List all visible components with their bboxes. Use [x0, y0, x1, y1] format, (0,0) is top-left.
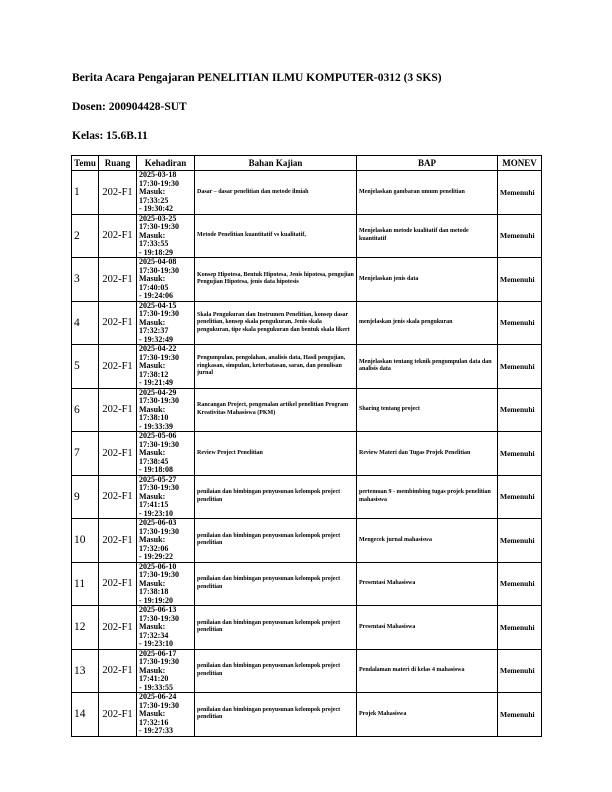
class-line: Kelas: 15.6B.11	[72, 130, 148, 142]
cell-bahan-kajian: penilaian dan bimbingan penyusunan kelompok project penelitian	[195, 475, 357, 519]
cell-temu: 10	[72, 519, 99, 563]
cell-kehadiran: 2025-05-27 17:30-19:30 Masuk: 17:41:15 - 19:23:10	[137, 475, 195, 519]
cell-bahan-kajian: Pengumpulan, pengolahan, analisis data, Hasil pengujian, ringkasan, simpulan, keterbatasan, saran, dan penulisan jurnal	[195, 345, 357, 389]
cell-temu: 14	[72, 693, 99, 737]
cell-bahan-kajian: penilaian dan bimbingan penyusunan kelompok project penelitian	[195, 562, 357, 606]
table-row	[72, 475, 542, 519]
column-header-monev: MONEV	[498, 156, 542, 171]
cell-ruang: 202-F1	[99, 606, 137, 650]
table-row	[72, 432, 542, 476]
cell-temu: 12	[72, 606, 99, 650]
cell-temu: 5	[72, 345, 99, 389]
cell-kehadiran: 2025-03-25 17:30-19:30 Masuk: 17:33:55 - 19:18:29	[137, 214, 195, 258]
cell-bap: Mengecek jurnal mahasiswa	[357, 519, 498, 563]
table-row	[72, 345, 542, 389]
cell-ruang: 202-F1	[99, 345, 137, 389]
cell-monev: Memenuhi	[498, 432, 542, 476]
cell-ruang: 202-F1	[99, 388, 137, 432]
cell-bahan-kajian: penilaian dan bimbingan penyusunan kelompok project penelitian	[195, 693, 357, 737]
table-row	[72, 562, 542, 606]
cell-bahan-kajian: Review Project Penelitian	[195, 432, 357, 476]
cell-temu: 3	[72, 258, 99, 302]
cell-bap: Sharing tentang project	[357, 388, 498, 432]
cell-kehadiran: 2025-06-24 17:30-19:30 Masuk: 17:32:16 - 19:27:33	[137, 693, 195, 737]
cell-monev: Memenuhi	[498, 214, 542, 258]
column-header-ruang: Ruang	[99, 156, 137, 171]
cell-temu: 6	[72, 388, 99, 432]
cell-monev: Memenuhi	[498, 649, 542, 693]
cell-bahan-kajian: Rancangan Project, pengenalan artikel penelitian Program Kreativitas Mahasiswa (PKM)	[195, 388, 357, 432]
cell-kehadiran: 2025-04-15 17:30-19:30 Masuk: 17:32:37 - 19:32:49	[137, 301, 195, 345]
table-header-row	[72, 156, 542, 171]
cell-ruang: 202-F1	[99, 432, 137, 476]
cell-temu: 11	[72, 562, 99, 606]
cell-temu: 1	[72, 171, 99, 215]
cell-ruang: 202-F1	[99, 649, 137, 693]
cell-monev: Memenuhi	[498, 171, 542, 215]
table-row	[72, 388, 542, 432]
cell-temu: 2	[72, 214, 99, 258]
cell-bap: Menjelaskan jenis data	[357, 258, 498, 302]
cell-bap: Review Materi dan Tugas Projek Penelitian	[357, 432, 498, 476]
column-header-bap: BAP	[357, 156, 498, 171]
column-header-kehadiran: Kehadiran	[137, 156, 195, 171]
table-row	[72, 301, 542, 345]
cell-ruang: 202-F1	[99, 562, 137, 606]
cell-kehadiran: 2025-04-29 17:30-19:30 Masuk: 17:38:10 - 19:33:39	[137, 388, 195, 432]
cell-bap: menjelaskan jenis skala pengukuran	[357, 301, 498, 345]
cell-ruang: 202-F1	[99, 258, 137, 302]
cell-monev: Memenuhi	[498, 606, 542, 650]
cell-bahan-kajian: Konsep Hipotesa, Bentuk Hipotesa, Jenis hipotesa, pengujian Pengujian Hipotesa, jenis data hipotesis	[195, 258, 357, 302]
column-header-bahan-kajian: Bahan Kajian	[195, 156, 357, 171]
cell-kehadiran: 2025-06-03 17:30-19:30 Masuk: 17:32:06 - 19:29:22	[137, 519, 195, 563]
cell-temu: 7	[72, 432, 99, 476]
table-row	[72, 649, 542, 693]
cell-ruang: 202-F1	[99, 171, 137, 215]
cell-bahan-kajian: Metode Penelitian kuantitatif vs kualitatif,	[195, 214, 357, 258]
table-row	[72, 258, 542, 302]
cell-bap: pertemuan 9 - membimbing tugas projek penelitian mahasiswa	[357, 475, 498, 519]
cell-bahan-kajian: Dasar – dasar penelitian dan metode ilmiah	[195, 171, 357, 215]
lecturer-line: Dosen: 200904428-SUT	[72, 101, 187, 113]
cell-bap: Menjelaskan gambaran umum penelitian	[357, 171, 498, 215]
cell-ruang: 202-F1	[99, 214, 137, 258]
cell-bap: Pendalaman materi di kelas 4 mahasiswa	[357, 649, 498, 693]
cell-bahan-kajian: penilaian dan bimbingan penyusunan kelompok project penelitian	[195, 606, 357, 650]
cell-ruang: 202-F1	[99, 475, 137, 519]
cell-bap: Presentasi Mahasiswa	[357, 562, 498, 606]
cell-kehadiran: 2025-06-10 17:30-19:30 Masuk: 17:38:18 - 19:19:20	[137, 562, 195, 606]
cell-bahan-kajian: Skala Pengukuran dan Instrumen Penelitian, konsep dasar penelitian, konsep skala pengukuran, Jenis skala pengukuran, tipe skala pengukuran dan bentuk skala likert	[195, 301, 357, 345]
cell-monev: Memenuhi	[498, 345, 542, 389]
cell-bap: Projek Mahasiswa	[357, 693, 498, 737]
cell-kehadiran: 2025-06-13 17:30-19:30 Masuk: 17:32:34 - 19:23:10	[137, 606, 195, 650]
cell-monev: Memenuhi	[498, 519, 542, 563]
cell-monev: Memenuhi	[498, 258, 542, 302]
table-row	[72, 171, 542, 215]
cell-ruang: 202-F1	[99, 519, 137, 563]
table-row	[72, 214, 542, 258]
column-header-temu: Temu	[72, 156, 99, 171]
cell-monev: Memenuhi	[498, 388, 542, 432]
cell-kehadiran: 2025-06-17 17:30-19:30 Masuk: 17:41:20 - 19:33:55	[137, 649, 195, 693]
cell-monev: Memenuhi	[498, 475, 542, 519]
cell-monev: Memenuhi	[498, 562, 542, 606]
cell-ruang: 202-F1	[99, 301, 137, 345]
cell-bap: Menjelaskan tentang teknik pengumpulan data dan analisis data	[357, 345, 498, 389]
teaching-record-table	[71, 155, 542, 737]
cell-monev: Memenuhi	[498, 693, 542, 737]
table-row	[72, 519, 542, 563]
document-title: Berita Acara Pengajaran PENELITIAN ILMU KOMPUTER-0312 (3 SKS)	[72, 72, 442, 84]
cell-kehadiran: 2025-03-18 17:30-19:30 Masuk: 17:33:25 - 19:30:42	[137, 171, 195, 215]
table-row	[72, 693, 542, 737]
cell-kehadiran: 2025-04-08 17:30-19:30 Masuk: 17:40:05 - 19:24:06	[137, 258, 195, 302]
cell-bap: Menjelaskan metode kualitatif dan metode kuantitatif	[357, 214, 498, 258]
cell-ruang: 202-F1	[99, 693, 137, 737]
cell-kehadiran: 2025-04-22 17:30-19:30 Masuk: 17:38:12 - 19:21:49	[137, 345, 195, 389]
cell-bahan-kajian: penilaian dan bimbingan penyusunan kelompok project penelitian	[195, 519, 357, 563]
cell-bap: Presentasi Mahasiswa	[357, 606, 498, 650]
cell-bahan-kajian: penilaian dan bimbingan penyusunan kelompok project penelitian	[195, 649, 357, 693]
cell-kehadiran: 2025-05-06 17:30-19:30 Masuk: 17:38:45 - 19:18:08	[137, 432, 195, 476]
cell-temu: 9	[72, 475, 99, 519]
cell-temu: 13	[72, 649, 99, 693]
cell-monev: Memenuhi	[498, 301, 542, 345]
cell-temu: 4	[72, 301, 99, 345]
table-row	[72, 606, 542, 650]
